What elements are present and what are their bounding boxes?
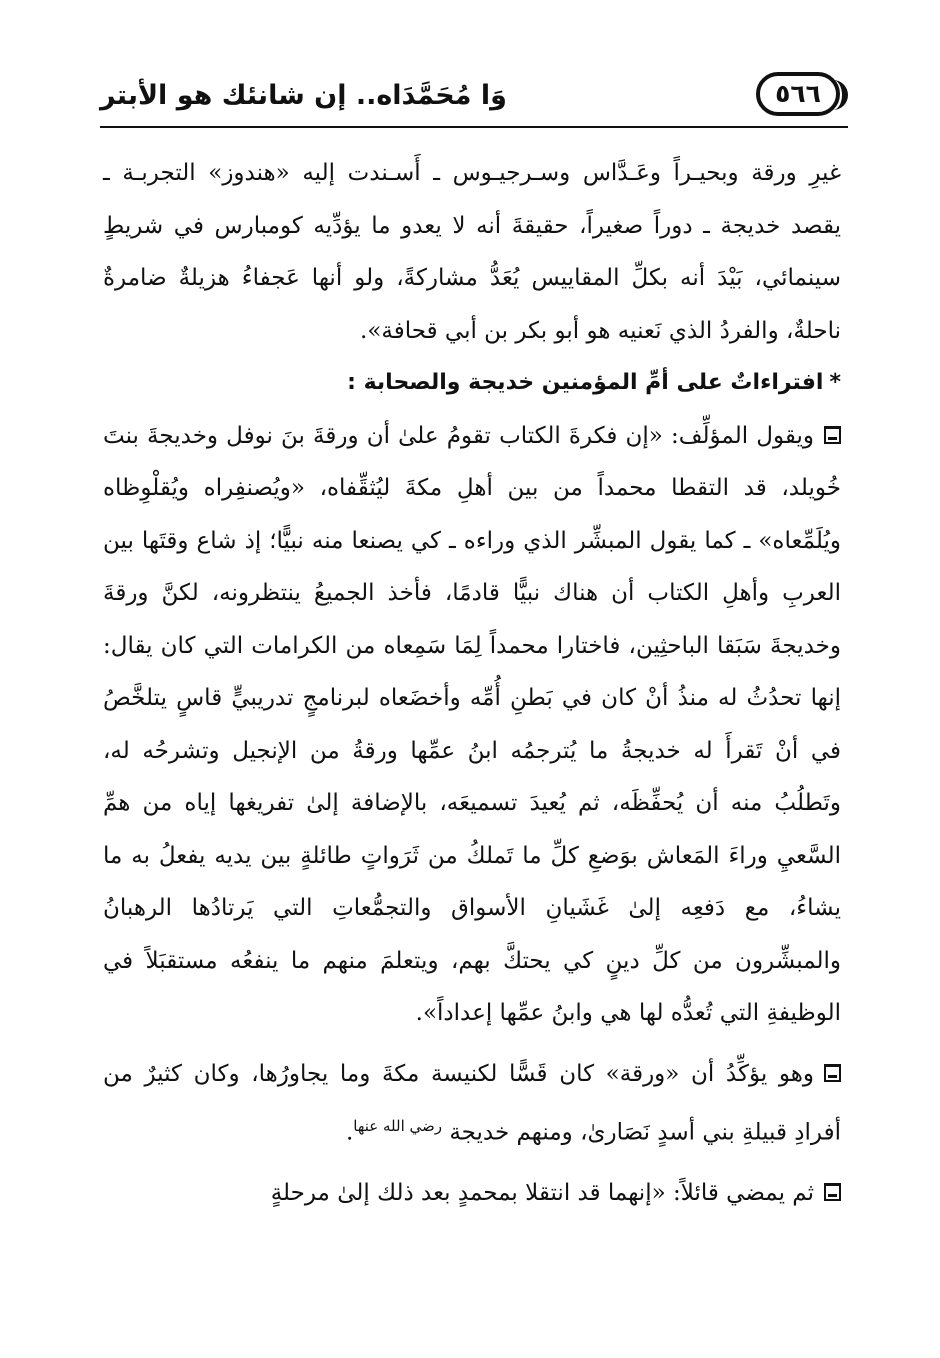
running-title: وَا مُحَمَّدَاه.. إن شانئك هو الأبتر	[100, 80, 507, 111]
paragraph-quote-author	[103, 410, 841, 1040]
paragraph-continues	[103, 1167, 841, 1220]
header-divider	[100, 126, 848, 128]
paragraph-waraqa	[103, 1048, 841, 1160]
page-header	[100, 60, 848, 132]
honorific-glyph: رضي الله عنها	[353, 1117, 442, 1135]
square-icon	[824, 1183, 841, 1201]
paragraph-text: ثم يمضي قائلاً: «إنهما قد انتقلا بمحمدٍ بعد ذلك إلىٰ مرحلةٍ	[270, 1180, 814, 1207]
page-number: ٥٦٦	[775, 79, 821, 108]
square-icon	[824, 1064, 841, 1082]
page-number-badge	[756, 72, 840, 116]
page-content	[103, 147, 841, 1220]
section-heading-text: افتراءاتٌ على أمِّ المؤمنين خديجة والصحابة :	[347, 370, 824, 395]
paragraph-end: .	[345, 1119, 354, 1146]
square-icon	[824, 426, 841, 444]
section-heading	[103, 357, 841, 410]
paragraph-continuation	[103, 147, 841, 357]
paragraph-text: غيرِ ورقة وبحيـراً وعَـدَّاس وسـرجيـوس ـ أَسـندت إليه «هندوز» التجربـة ـ يقصد خديجة ـ دوراً صغيراً، حقيقةَ أنه لا يعدو ما يؤدِّيه كومبارس في شريطٍ سينمائي، بَيْدَ أنه بكلِّ المقاييس يُعَدُّ مشاركةً، ولو أنها عَجفاءُ هزيلةٌ ضامرةٌ ناحلةٌ، والفردُ الذي نَعنيه هو أبو بكر بن أبي قحافة».	[103, 160, 841, 344]
asterisk-icon: *	[829, 370, 841, 395]
paragraph-text: وهو يؤكِّدُ أن «ورقة» كان قَسًّا لكنيسة مكةَ وما يجاورُها، وكان كثيرٌ من أفرادِ قبيلةِ بني أسدٍ نَصَارىٰ، ومنهم خديجة	[103, 1060, 841, 1146]
paragraph-text: ويقول المؤلِّف: «إن فكرةَ الكتاب تقومُ علىٰ أن ورقةَ بنَ نوفل وخديجةَ بنتَ خُويلد، قد التقطا محمداً من بين أهلِ مكةَ ليُثقِّفاه، «ويُصنفِراه ويُقلْوِظاه ويُلَمِّعاه» ـ كما يقول المبشِّر الذي وراءه ـ كي يصنعا منه نبيًّا؛ إذ شاع وقتَها بين العربِ وأهلِ الكتاب أن هناك نبيًّا قادمًا، فأخذ الجميعُ ينتظرونه، لكنَّ ورقةَ وخديجةَ سَبَقا الباحثِين، فاختارا محمداً لِمَا سَمِعاه من الكرامات التي كان يقال: إنها تحدُثُ له منذُ أنْ كان في بَطنِ أُمِّه وأخضَعاه لبرنامجٍ تدريبيٍّ قاسٍ يتلخَّصُ في أنْ تَقرأَ له خديجةُ ما يُترجمُه ابنُ عمِّها ورقةُ من الإنجيل وتشرحُه له، وتَطلُبُ منه أن يُحفِّظَه، ثم يُعيدَ تسميعَه، بالإضافة إلىٰ تفريغها إياه من همِّ السَّعيِ وراءَ المَعاش بوَضعِ كلِّ ما تَملكُ من ثَرَواتٍ طائلةٍ بين يديه يفعلُ به ما يشاءُ، مع دَفعِه إلىٰ غَشَيانِ الأسواق والتجمُّعاتِ التي يَرتادُها الرهبانُ والمبشِّرون من كلِّ دينٍ كي يحتكَّ بهم، ويتعلمَ منهم ما ينفعُه مستقبَلاً في الوظيفةِ التي تُعدُّه لها هي وابنُ عمِّها إعداداً».	[103, 422, 842, 1026]
